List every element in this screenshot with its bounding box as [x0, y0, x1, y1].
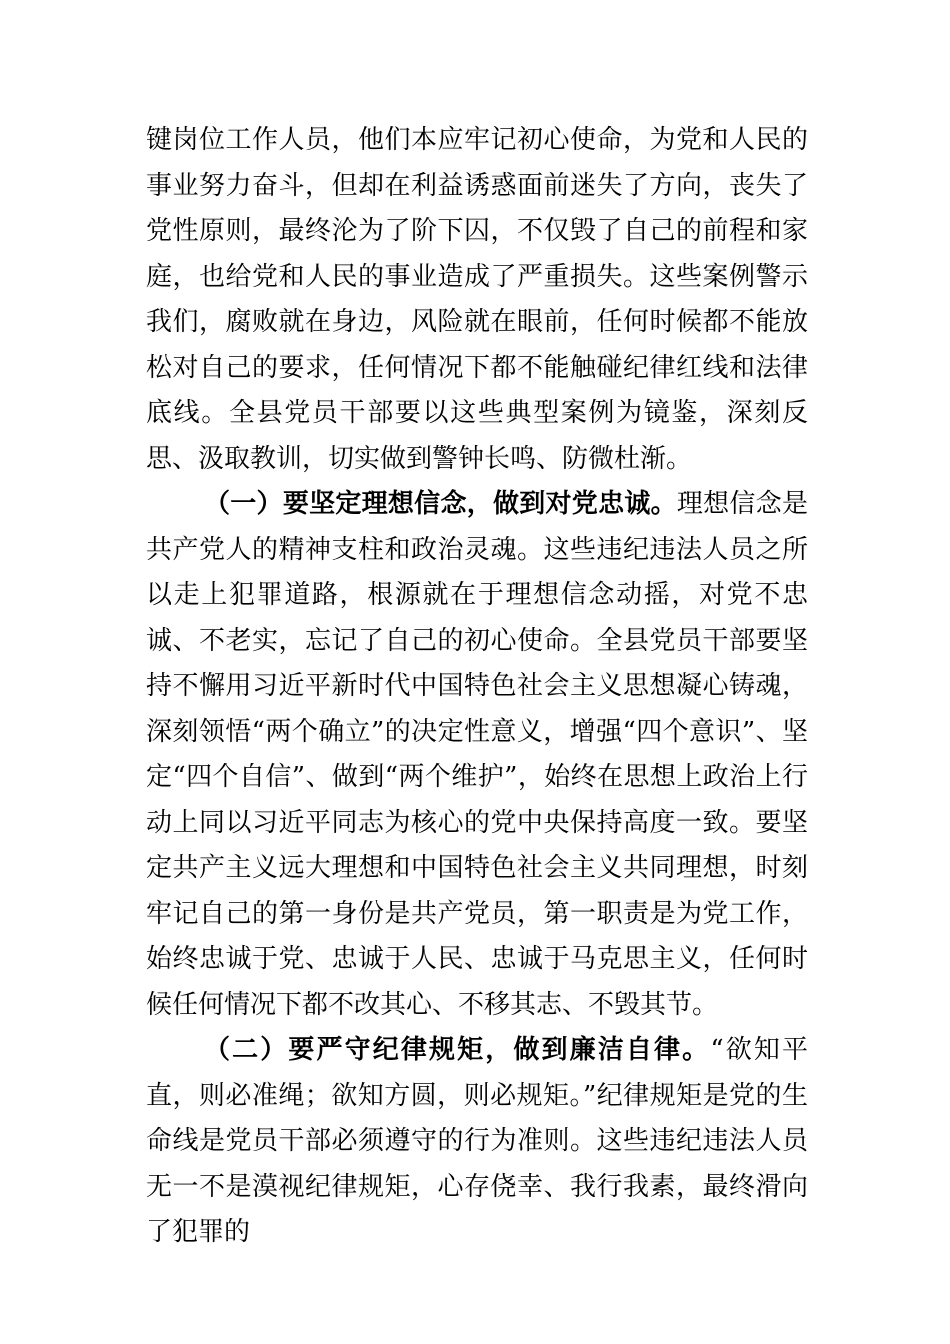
paragraph-text: “欲知平直，则必准绳；欲知方圆，则必规矩。”纪律规矩是党的生命线是党员干部必须遵守的行为准则。这些违纪违法人员无一不是漠视纪律规矩，心存侥幸、我行我素，最终滑向了犯罪的: [146, 1035, 808, 1247]
section-heading: （二）要严守纪律规矩，做到廉洁自律。: [204, 1035, 711, 1065]
section-two-paragraph: [146, 1028, 808, 1256]
section-heading: （一）要坚定理想信念，做到对党忠诚。: [204, 489, 677, 519]
section-one-paragraph: [146, 482, 808, 1028]
document-page: [146, 118, 808, 1256]
paragraph-text: 理想信念是共产党人的精神支柱和政治灵魂。这些违纪违法人员之所以走上犯罪道路，根源就在于理想信念动摇，对党不忠诚、不老实，忘记了自己的初心使命。全县党员干部要坚持不懈用习近平新时代中国特色社会主义思想凝心铸魂，深刻领悟“两个确立”的决定性意义，增强“四个意识”、坚定“四个自信”、做到“两个维护”，始终在思想上政治上行动上同以习近平同志为核心的党中央保持高度一致。要坚定共产主义远大理想和中国特色社会主义共同理想，时刻牢记自己的第一身份是共产党员，第一职责是为党工作，始终忠诚于党、忠诚于人民、忠诚于马克思主义，任何时候任何情况下都不改其心、不移其志、不毁其节。: [146, 489, 808, 1020]
paragraph-continuation: [146, 118, 808, 482]
paragraph-text: 键岗位工作人员，他们本应牢记初心使命，为党和人民的事业努力奋斗，但却在利益诱惑面前迷失了方向，丧失了党性原则，最终沦为了阶下囚，不仅毁了自己的前程和家庭，也给党和人民的事业造成了严重损失。这些案例警示我们，腐败就在身边，风险就在眼前，任何时候都不能放松对自己的要求，任何情况下都不能触碰纪律红线和法律底线。全县党员干部要以这些典型案例为镜鉴，深刻反思、汲取教训，切实做到警钟长鸣、防微杜渐。: [146, 125, 808, 474]
